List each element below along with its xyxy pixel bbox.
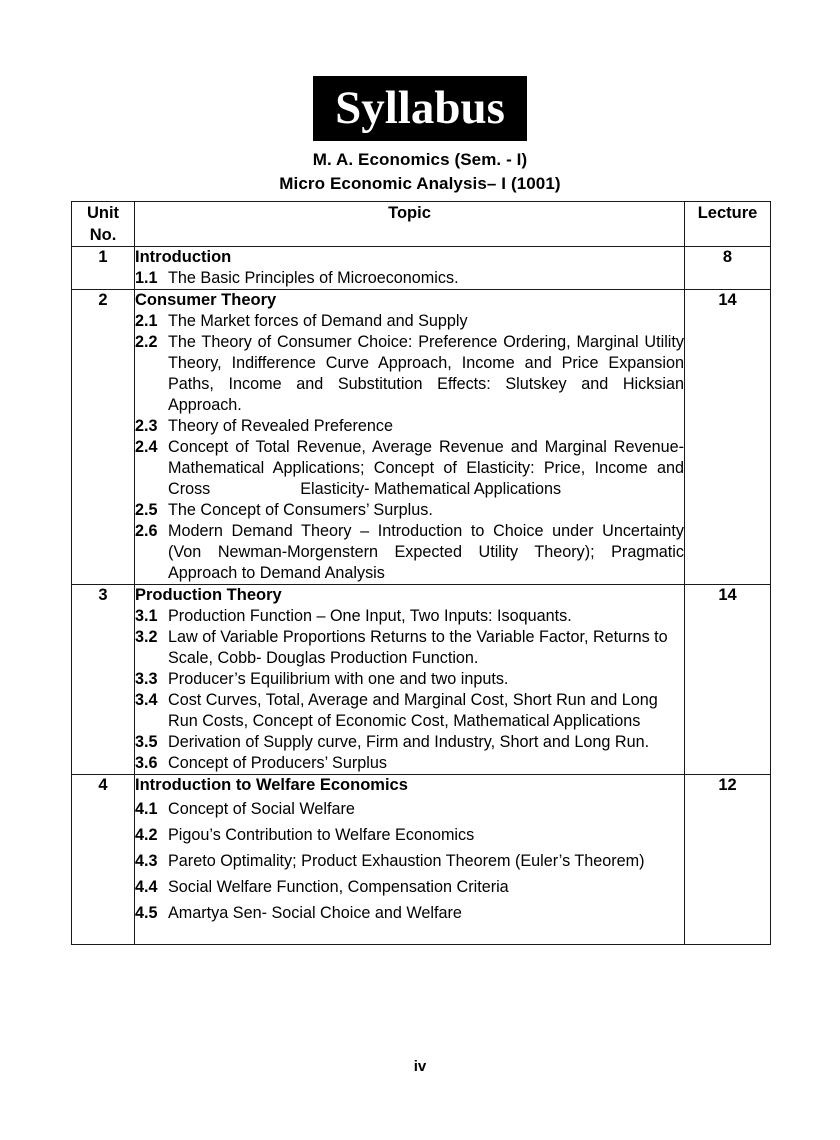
subtopic-number: 1.1: [135, 269, 158, 287]
subtopic-text: Concept of Total Revenue, Average Revenue and Marginal Revenue- Mathematical Applications; Concept of Elasticity: Price, Income and Cross Elasticity- Mathematical Applications: [168, 438, 738, 498]
subtopic-text: Concept of Social Welfare: [168, 800, 355, 818]
subtopic-text: Producer’s Equilibrium with one and two inputs.: [168, 670, 509, 688]
list-item: [135, 732, 684, 753]
subtopic-number: 2.6: [135, 522, 158, 540]
title-banner-container: [0, 76, 840, 141]
lecture-count: 12: [685, 775, 771, 945]
subtopic-text: The Market forces of Demand and Supply: [168, 312, 468, 330]
subtopic-number: 2.2: [135, 333, 158, 351]
subtopic-text: Pareto Optimality; Product Exhaustion Theorem (Euler’s Theorem): [168, 852, 645, 870]
header-topic: Topic: [135, 202, 685, 247]
syllabus-table: [71, 201, 771, 945]
list-item: [135, 848, 684, 874]
header-unit-line1: Unit: [86, 204, 120, 222]
subtopic-text: Theory of Revealed Preference: [168, 417, 393, 435]
list-item: [135, 521, 684, 584]
unit-subtopic-list: [135, 268, 684, 289]
subtopic-number: 4.2: [135, 826, 158, 844]
subtopic-text: Cost Curves, Total, Average and Marginal Cost, Short Run and Long Run Costs, Concept of Economic Cost, Mathematical Applications: [168, 691, 658, 730]
unit-number: 4: [72, 775, 135, 945]
subtopic-number: 3.2: [135, 628, 158, 646]
list-item: [135, 332, 684, 416]
list-item: [135, 822, 684, 848]
page-number: iv: [413, 1058, 427, 1075]
subtopic-number: 3.1: [135, 607, 158, 625]
header-lecture: Lecture: [685, 202, 771, 247]
unit-topic-cell: [135, 775, 685, 945]
subtopic-number: 3.5: [135, 733, 158, 751]
list-item: [135, 796, 684, 822]
subtitle-block: [0, 148, 840, 196]
list-item: [135, 669, 684, 690]
table-row: [72, 247, 771, 290]
list-item: [135, 753, 684, 774]
lecture-count: 14: [685, 585, 771, 775]
lecture-count: 8: [685, 247, 771, 290]
unit-topic-cell: [135, 585, 685, 775]
subtopic-number: 2.3: [135, 417, 158, 435]
unit-heading: Introduction to Welfare Economics: [135, 776, 408, 794]
subtopic-text: Social Welfare Function, Compensation Criteria: [168, 878, 509, 896]
table-header-row: [72, 202, 771, 247]
subtopic-number: 3.6: [135, 754, 158, 772]
unit-subtopic-list: [135, 796, 684, 926]
list-item: [135, 311, 684, 332]
header-unit-no: [72, 202, 135, 247]
subtopic-text: Amartya Sen- Social Choice and Welfare: [168, 904, 462, 922]
header-unit-line2: No.: [89, 226, 117, 244]
list-item: [135, 690, 684, 732]
course-program-line: M. A. Economics (Sem. - I): [312, 150, 528, 169]
page-title-banner: Syllabus: [313, 76, 527, 141]
unit-number: 2: [72, 290, 135, 585]
list-item: [135, 606, 684, 627]
subtopic-text: Concept of Producers’ Surplus: [168, 754, 387, 772]
subtopic-number: 3.4: [135, 691, 158, 709]
unit-topic-cell: [135, 247, 685, 290]
unit-subtopic-list: [135, 606, 684, 774]
unit-subtopic-list: [135, 311, 738, 584]
list-item: [135, 500, 684, 521]
subtopic-number: 2.4: [135, 438, 158, 456]
subtopic-number: 4.1: [135, 800, 158, 818]
table-row: [72, 775, 771, 945]
lecture-count: 14: [685, 290, 771, 585]
table-row: [72, 290, 771, 585]
table-row: [72, 585, 771, 775]
subtopic-number: 4.4: [135, 878, 158, 896]
list-item: [135, 900, 684, 926]
subtopic-text: Modern Demand Theory – Introduction to Choice under Uncertainty (Von Newman-Morgenstern Expected Utility Theory); Pragmatic Approach to Demand Analysis: [168, 522, 684, 582]
subtopic-text: Law of Variable Proportions Returns to the Variable Factor, Returns to Scale, Cobb- Douglas Production Function.: [168, 628, 668, 667]
subtopic-number: 4.3: [135, 852, 158, 870]
subtopic-text: The Basic Principles of Microeconomics.: [168, 269, 459, 287]
unit-number: 1: [72, 247, 135, 290]
unit-heading: Consumer Theory: [135, 291, 277, 309]
list-item: [135, 416, 684, 437]
list-item: [135, 268, 684, 289]
subtopic-text: Pigou’s Contribution to Welfare Economics: [168, 826, 475, 844]
list-item: [135, 627, 684, 669]
subtopic-text: The Concept of Consumers’ Surplus.: [168, 501, 433, 519]
subtopic-number: 3.3: [135, 670, 158, 688]
subtopic-text: The Theory of Consumer Choice: Preference Ordering, Marginal Utility Theory, Indifference Curve Approach, Income and Price Expansion Paths, Income and Substitution Effects: Slutskey and Hicksian Approach.: [168, 333, 684, 414]
subtopic-number: 4.5: [135, 904, 158, 922]
subtopic-number: 2.5: [135, 501, 158, 519]
unit-heading: Introduction: [135, 248, 232, 266]
subtopic-number: 2.1: [135, 312, 158, 330]
subtopic-text: Derivation of Supply curve, Firm and Industry, Short and Long Run.: [168, 733, 650, 751]
unit-number: 3: [72, 585, 135, 775]
course-paper-line: Micro Economic Analysis– I (1001): [279, 174, 561, 193]
list-item: [135, 874, 684, 900]
list-item: [135, 437, 738, 500]
unit-heading: Production Theory: [135, 586, 282, 604]
subtopic-text: Production Function – One Input, Two Inputs: Isoquants.: [168, 607, 572, 625]
